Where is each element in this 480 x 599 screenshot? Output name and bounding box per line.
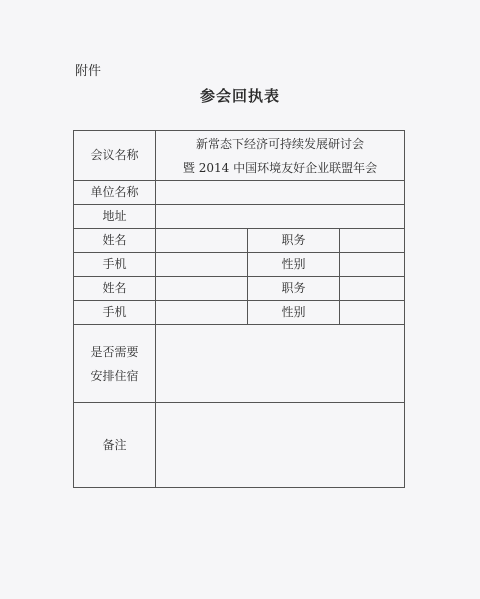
person2-gender-label: 性别 [248, 301, 340, 325]
remarks-label: 备注 [74, 403, 156, 488]
person1-position-field[interactable] [340, 229, 405, 253]
address-field[interactable] [156, 205, 405, 229]
meeting-row [74, 131, 405, 181]
person2-position-label: 职务 [248, 277, 340, 301]
person1-name-field[interactable] [156, 229, 248, 253]
person1-name-label: 姓名 [74, 229, 156, 253]
meeting-name-value [156, 131, 405, 181]
remarks-field[interactable] [156, 403, 405, 488]
person2-position-field[interactable] [340, 277, 405, 301]
person1-phone-field[interactable] [156, 253, 248, 277]
person2-phone-label: 手机 [74, 301, 156, 325]
address-row [74, 205, 405, 229]
accommodation-row [74, 325, 405, 403]
accommodation-label-line1: 是否需要 [90, 344, 139, 359]
attachment-label: 附件 [75, 64, 102, 79]
accommodation-label [74, 325, 156, 403]
person2-name-label: 姓名 [74, 277, 156, 301]
person1-gender-label: 性别 [248, 253, 340, 277]
person2-gender-field[interactable] [340, 301, 405, 325]
unit-name-label: 单位名称 [74, 181, 156, 205]
person1-name-row [74, 229, 405, 253]
person2-name-field[interactable] [156, 277, 248, 301]
person1-phone-label: 手机 [74, 253, 156, 277]
person1-position-label: 职务 [248, 229, 340, 253]
unit-row [74, 181, 405, 205]
unit-name-field[interactable] [156, 181, 405, 205]
address-label: 地址 [74, 205, 156, 229]
meeting-name-label: 会议名称 [74, 131, 156, 181]
accommodation-label-line2: 安排住宿 [90, 368, 139, 383]
registration-form-table [73, 130, 405, 488]
person2-name-row [74, 277, 405, 301]
meeting-name-line2: 暨 2014 中国环境友好企业联盟年会 [182, 160, 378, 175]
person2-phone-row [74, 301, 405, 325]
person2-phone-field[interactable] [156, 301, 248, 325]
accommodation-field[interactable] [156, 325, 405, 403]
person1-gender-field[interactable] [340, 253, 405, 277]
remarks-row [74, 403, 405, 488]
form-title: 参会回执表 [199, 87, 280, 105]
meeting-name-line1: 新常态下经济可持续发展研讨会 [196, 136, 365, 151]
person1-phone-row [74, 253, 405, 277]
